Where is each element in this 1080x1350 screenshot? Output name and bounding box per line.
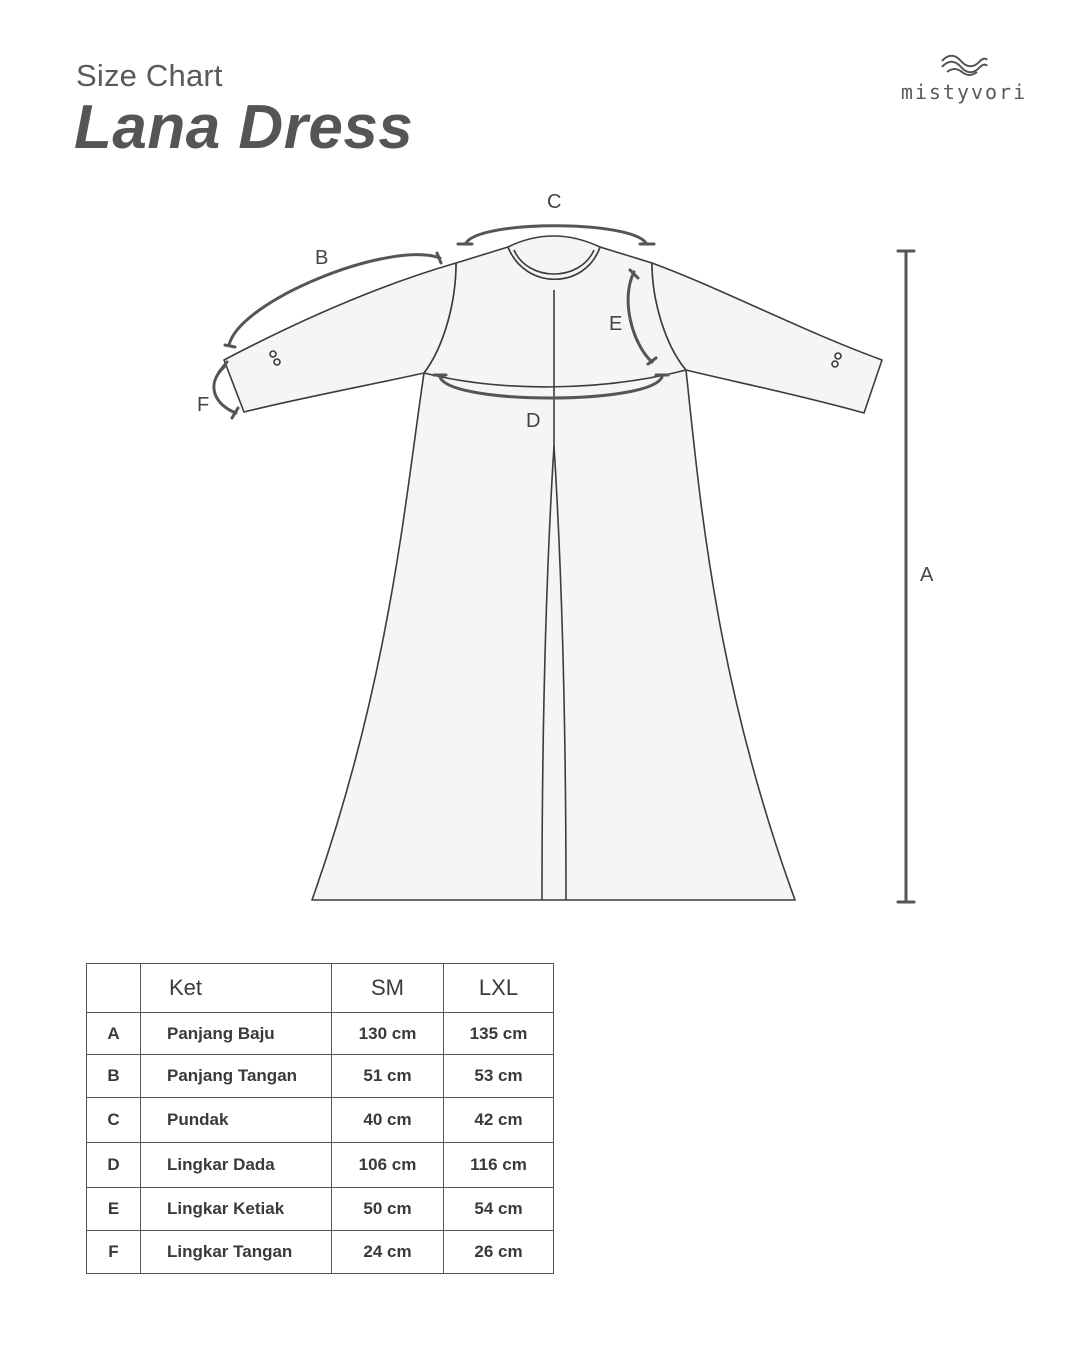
header-ket: Ket [141, 964, 332, 1013]
label-e: E [609, 313, 623, 335]
row-sm: 50 cm [332, 1188, 444, 1231]
wave-logo-icon [939, 52, 989, 78]
row-code: F [87, 1231, 141, 1274]
label-c: C [547, 191, 562, 213]
size-table [86, 963, 554, 1274]
row-code: E [87, 1188, 141, 1231]
row-ket: Pundak [141, 1098, 332, 1143]
row-code: A [87, 1013, 141, 1055]
row-lxl: 53 cm [444, 1055, 554, 1098]
label-f: F [197, 394, 210, 416]
header-code [87, 964, 141, 1013]
row-code: D [87, 1143, 141, 1188]
label-d: D [526, 410, 541, 432]
row-code: B [87, 1055, 141, 1098]
row-sm: 51 cm [332, 1055, 444, 1098]
row-sm: 106 cm [332, 1143, 444, 1188]
row-ket: Lingkar Dada [141, 1143, 332, 1188]
table-header-row [87, 964, 554, 1013]
table-row [87, 1013, 554, 1055]
brand-name: mistyvori [900, 80, 1028, 104]
page-title: Lana Dress [74, 93, 414, 162]
row-code: C [87, 1098, 141, 1143]
row-ket: Lingkar Tangan [141, 1231, 332, 1274]
table-row [87, 1098, 554, 1143]
row-sm: 130 cm [332, 1013, 444, 1055]
row-lxl: 26 cm [444, 1231, 554, 1274]
label-b: B [315, 247, 329, 269]
dress-diagram [0, 170, 1080, 930]
page-subtitle: Size Chart [76, 58, 223, 93]
table-row [87, 1143, 554, 1188]
row-ket: Panjang Tangan [141, 1055, 332, 1098]
row-sm: 40 cm [332, 1098, 444, 1143]
row-lxl: 116 cm [444, 1143, 554, 1188]
dress-outline [224, 247, 882, 900]
row-lxl: 54 cm [444, 1188, 554, 1231]
label-a: A [920, 564, 934, 586]
table-row [87, 1055, 554, 1098]
row-sm: 24 cm [332, 1231, 444, 1274]
row-ket: Panjang Baju [141, 1013, 332, 1055]
header-lxl: LXL [444, 964, 554, 1013]
table-row [87, 1231, 554, 1274]
brand-logo [900, 52, 1028, 104]
row-lxl: 42 cm [444, 1098, 554, 1143]
header-sm: SM [332, 964, 444, 1013]
table-row [87, 1188, 554, 1231]
row-ket: Lingkar Ketiak [141, 1188, 332, 1231]
row-lxl: 135 cm [444, 1013, 554, 1055]
